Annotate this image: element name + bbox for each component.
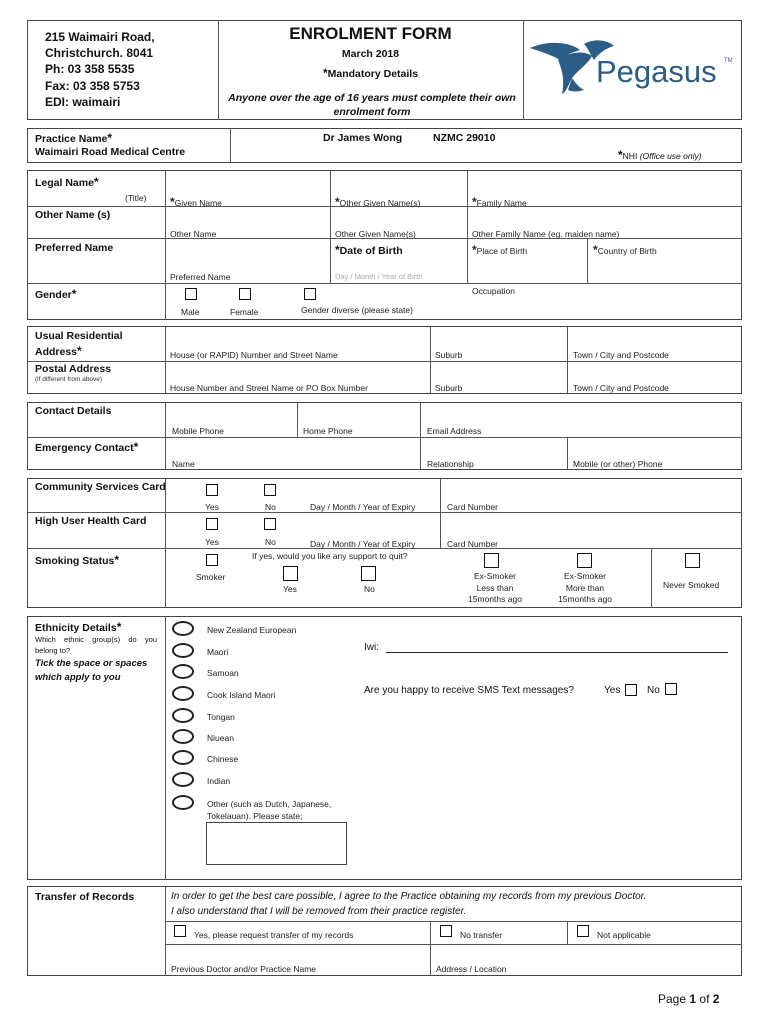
csc-card-number-field[interactable]: Card Number	[447, 502, 499, 512]
transfer-consent-text-2: I also understand that I will be removed from their practice register.	[171, 906, 467, 917]
town-postcode-field[interactable]: Town / City and Postcode	[573, 350, 669, 360]
transfer-consent-text: In order to get the best care possible, I agree to the Practice obtaining my records from my previous Doctor.	[171, 891, 647, 902]
phone-line: Ph: 03 358 5535	[45, 62, 135, 77]
pegasus-logo	[528, 34, 738, 106]
ethnicity-maori-option[interactable]	[172, 643, 194, 658]
ethnicity-option-label: Niuean	[207, 733, 234, 743]
huhc-no-label: No	[265, 537, 276, 547]
smoking-status-label: Smoking Status*	[35, 553, 120, 567]
transfer-yes-label: Yes, please request transfer of my records	[194, 930, 354, 940]
previous-doctor-field[interactable]: Previous Doctor and/or Practice Name	[171, 964, 317, 974]
quit-support-question: If yes, would you like any support to quit?	[252, 551, 408, 561]
title-label[interactable]: (Title)	[125, 193, 147, 203]
csc-no-label: No	[265, 502, 276, 512]
ethnicity-label: Ethnicity Details*	[35, 620, 122, 634]
huhc-yes-checkbox[interactable]	[206, 518, 218, 530]
iwi-label: Iwi:	[364, 642, 379, 653]
csc-expiry-field[interactable]: Day / Month / Year of Expiry	[310, 502, 416, 512]
preferred-name-label: Preferred Name	[35, 242, 114, 254]
smoker-checkbox[interactable]	[206, 554, 218, 566]
never-smoked-checkbox[interactable]	[685, 553, 700, 568]
form-title: ENROLMENT FORM	[289, 24, 452, 43]
emergency-phone-field[interactable]: Mobile (or other) Phone	[573, 459, 663, 469]
csc-yes-checkbox[interactable]	[206, 484, 218, 496]
practice-name-label: Practice Name*	[35, 131, 113, 145]
ethnicity-other-input[interactable]	[206, 822, 347, 865]
ethnicity-instruction: Tick the space or spaces which apply to you	[35, 658, 148, 683]
sms-yes-label: Yes	[604, 685, 621, 696]
ethnicity-option-label: New Zealand European	[207, 625, 297, 635]
mandatory-note: *Mandatory Details	[322, 66, 419, 80]
transfer-na-checkbox[interactable]	[577, 925, 589, 937]
other-name-field[interactable]: Other Name	[170, 229, 217, 239]
ethnicity-option-label: Indian	[207, 776, 231, 786]
suburb-field[interactable]: Suburb	[435, 350, 463, 360]
contact-details-label: Contact Details	[35, 405, 112, 417]
sms-no-label: No	[647, 685, 660, 696]
ex-smoker-less-label: Ex-Smoker Less than 15months ago	[468, 571, 522, 604]
male-label: Male	[181, 307, 200, 317]
other-given-name-field[interactable]: *Other Given Name(s)	[335, 195, 421, 209]
address-line: Christchurch. 8041	[45, 46, 154, 61]
ethnicity-option-label: Cook Island Maori	[207, 690, 276, 700]
sms-yes-checkbox[interactable]	[625, 684, 637, 696]
age-note: Anyone over the age of 16 years must complete their own enrolment form	[228, 92, 516, 118]
other-given-names-field[interactable]: Other Given Name(s)	[335, 229, 416, 239]
gender-male-checkbox[interactable]	[185, 288, 197, 300]
transfer-no-label: No transfer	[460, 930, 503, 940]
practice-name-value: Waimairi Road Medical Centre	[35, 146, 186, 158]
iwi-input-line[interactable]	[386, 652, 728, 653]
place-of-birth-field[interactable]: *Place of Birth	[472, 243, 528, 257]
female-label: Female	[230, 307, 259, 317]
occupation-field[interactable]: Occupation	[472, 286, 515, 296]
huhc-expiry-field[interactable]: Day / Month / Year of Expiry	[310, 539, 416, 549]
quit-support-yes-label: Yes	[283, 584, 297, 594]
huhc-label: High User Health Card	[35, 515, 147, 527]
ex-smoker-less-checkbox[interactable]	[484, 553, 499, 568]
sms-no-checkbox[interactable]	[665, 683, 677, 695]
dob-label: *Date of Birth	[335, 243, 403, 257]
logo-trademark: TM	[724, 58, 733, 64]
huhc-no-checkbox[interactable]	[264, 518, 276, 530]
ethnicity-chinese-option[interactable]	[172, 750, 194, 765]
emergency-contact-label: Emergency Contact*	[35, 440, 139, 454]
other-names-label: Other Name (s)	[35, 209, 111, 221]
ethnicity-question: Which ethnic group(s) do you belong to?	[35, 635, 157, 655]
transfer-yes-checkbox[interactable]	[174, 925, 186, 937]
ethnicity-option-label: Chinese	[207, 754, 239, 764]
transfer-na-label: Not applicable	[597, 930, 651, 940]
quit-support-no-label: No	[364, 584, 375, 594]
country-of-birth-field[interactable]: *Country of Birth	[593, 243, 657, 257]
gender-female-checkbox[interactable]	[239, 288, 251, 300]
doctor-name: Dr James Wong	[323, 132, 403, 144]
emergency-name-field[interactable]: Name	[172, 459, 195, 469]
relationship-field[interactable]: Relationship	[427, 459, 474, 469]
nzmc-number: NZMC 29010	[433, 132, 496, 144]
address-line: 215 Waimairi Road,	[45, 30, 155, 44]
ethnicity-tongan-option[interactable]	[172, 708, 194, 723]
postal-address-label: Postal Address	[35, 363, 112, 375]
huhc-yes-label: Yes	[205, 537, 219, 547]
transfer-no-checkbox[interactable]	[440, 925, 452, 937]
postal-suburb-field[interactable]: Suburb	[435, 383, 463, 393]
csc-no-checkbox[interactable]	[264, 484, 276, 496]
ex-smoker-more-checkbox[interactable]	[577, 553, 592, 568]
mobile-phone-field[interactable]: Mobile Phone	[172, 426, 224, 436]
transfer-records-label: Transfer of Records	[35, 891, 135, 903]
postal-street-field[interactable]: House Number and Street Name or PO Box Number	[170, 383, 368, 393]
dob-field[interactable]: Day / Month / Year of Birth	[335, 272, 423, 281]
quit-support-yes-checkbox[interactable]	[283, 566, 298, 581]
email-field[interactable]: Email Address	[427, 426, 482, 436]
csc-label: Community Services Card	[35, 481, 166, 493]
smoker-label: Smoker	[196, 572, 226, 582]
practice-address	[45, 29, 155, 110]
ethnicity-nz-european-option[interactable]	[172, 621, 194, 636]
ethnicity-other-option[interactable]	[172, 795, 194, 810]
diverse-label: Gender diverse (please state)	[301, 305, 413, 315]
other-family-name-field[interactable]: Other Family Name (eg. maiden name)	[472, 229, 620, 239]
page-number: Page 1 of 2	[658, 992, 720, 1006]
gender-label: Gender*	[35, 287, 77, 301]
previous-address-field[interactable]: Address / Location	[436, 964, 507, 974]
nhi-label: *NHI (Office use only)	[618, 148, 702, 162]
huhc-card-number-field[interactable]: Card Number	[447, 539, 499, 549]
fax-line: Fax: 03 358 5753	[45, 78, 140, 93]
gender-diverse-checkbox[interactable]	[304, 288, 316, 300]
family-name-field[interactable]: *Family Name	[472, 195, 527, 209]
edi-line: EDI: waimairi	[45, 94, 121, 109]
ex-smoker-more-label: Ex-Smoker More than 15months ago	[558, 571, 612, 604]
postal-town-field[interactable]: Town / City and Postcode	[573, 383, 669, 393]
ethnicity-niuean-option[interactable]	[172, 729, 194, 744]
sms-question: Are you happy to receive SMS Text messages?	[364, 685, 574, 696]
ethnicity-cook-island-option[interactable]	[172, 686, 194, 701]
legal-name-label: Legal Name*	[35, 175, 99, 189]
ethnicity-indian-option[interactable]	[172, 772, 194, 787]
home-phone-field[interactable]: Home Phone	[303, 426, 353, 436]
preferred-name-field[interactable]: Preferred Name	[170, 272, 231, 282]
never-smoked-label: Never Smoked	[663, 580, 720, 590]
logo-wordmark: Pegasus	[596, 54, 717, 89]
house-street-field[interactable]: House (or RAPID) Number and Street Name	[170, 350, 338, 360]
ethnicity-option-label: Tongan	[207, 712, 235, 722]
csc-yes-label: Yes	[205, 502, 219, 512]
ethnicity-samoan-option[interactable]	[172, 664, 194, 679]
residential-address-label: Usual Residential Address*	[35, 330, 123, 358]
form-date: March 2018	[341, 48, 400, 60]
ethnicity-other-label: Other (such as Dutch, Japanese, Tokelauan). Please state;	[207, 799, 332, 821]
postal-address-note: (if different from above)	[35, 376, 103, 383]
ethnicity-option-label: Maori	[207, 647, 229, 657]
quit-support-no-checkbox[interactable]	[361, 566, 376, 581]
given-name-field[interactable]: *Given Name	[170, 195, 222, 209]
ethnicity-option-label: Samoan	[207, 668, 239, 678]
